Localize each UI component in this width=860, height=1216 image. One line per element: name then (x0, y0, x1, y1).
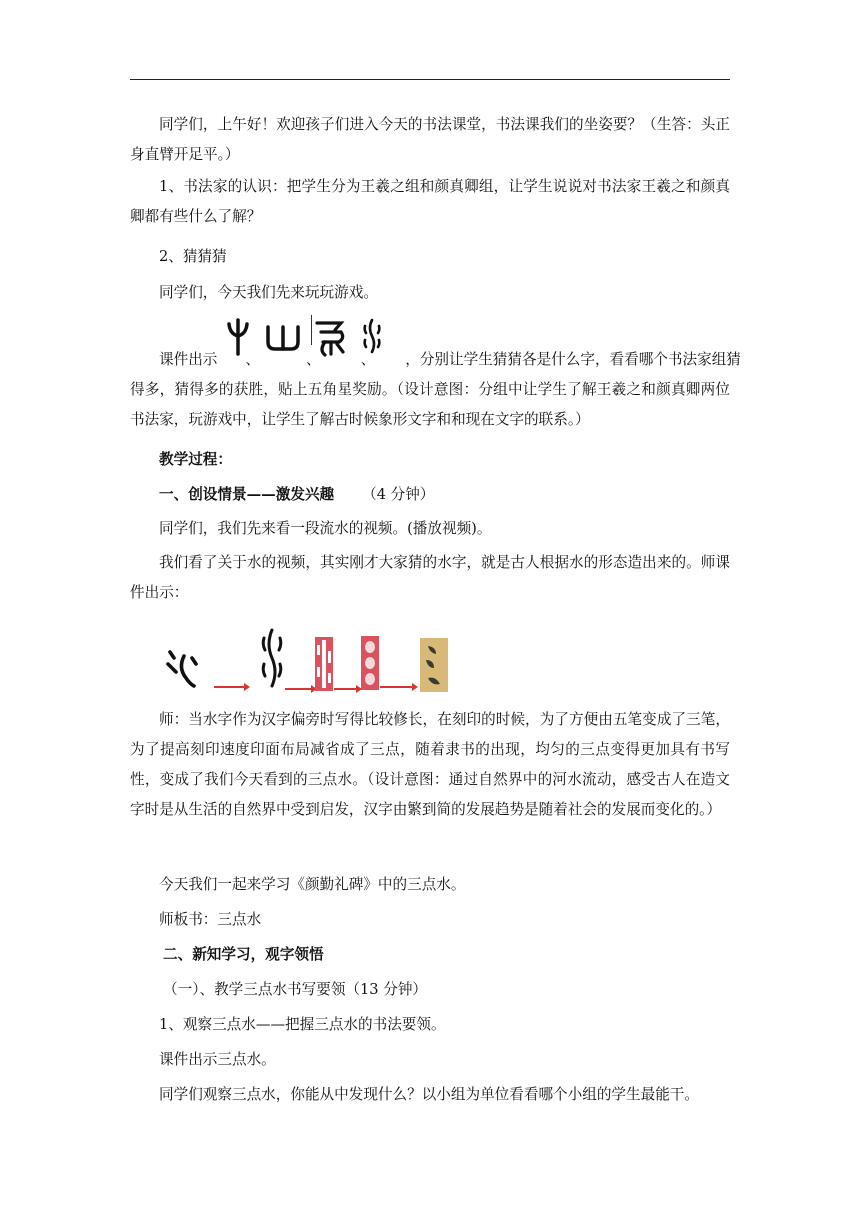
header-rule (130, 79, 730, 80)
section2-title: 二、新知学习，观字领悟 (163, 946, 324, 963)
separator: 、 (360, 351, 376, 368)
section1-line (130, 480, 730, 510)
three-dot-water-icon (420, 638, 448, 692)
game-intro: 同学们，今天我们先来玩玩游戏。 (159, 284, 378, 301)
evolution-arrow (285, 688, 313, 690)
courseware-continuation: 得多，猜得多的获胜，贴上五角星奖励。（设计意图：分组中让学生了解王羲之和颜真卿两位书法家，玩游戏中，让学生了解古时候象形文字和和现在文字的联系。） (130, 381, 730, 428)
water-paragraph: 我们看了关于水的视频，其实刚才大家猜的水字，就是古人根据水的形态造出来的。师课件出示： (130, 554, 730, 601)
courseware-rest: ，分别让学生猜猜各是什么字，看看哪个书法家组猜 (405, 351, 741, 368)
calligrapher-item: 1、书法家的认识：把学生分为王羲之组和颜真卿组，让学生说说对书法家王羲之和颜真卿都有些什么了解？ (130, 178, 730, 225)
divider (311, 315, 312, 345)
board-line: 师板书：三点水 (159, 911, 262, 928)
water-seal-script-icon (260, 628, 284, 688)
teacher-paragraph: 师：当水字作为汉字偏旁时写得比较修长，在刻印的时候，为了方便由五笔变成了三笔，为了提高刻印速度印面布局减省成了三点，随着隶书的出现，均匀的三点变得更加具有书写性，变成了我们今天看到的三点水。（设计意图：通过自然界中的河水流动，感受古人在造文字时是从生活的自然界中受到启发，汉字由繁到简的发展趋势是随着社会的发展而变化的。） (130, 711, 730, 818)
guess-item: 2、猜猜猜 (159, 248, 227, 265)
question-line: 同学们观察三点水，你能从中发现什么？以小组为单位看看哪个小组的学生最能干。 (159, 1086, 699, 1103)
section1-title: 一、创设情景——激发兴趣 (159, 486, 335, 503)
ancient-water-glyph-icon (362, 318, 382, 354)
separator: 、 (306, 351, 321, 368)
evolution-arrow (334, 688, 358, 690)
observe-line: 1、观察三点水——把握三点水的书法要领。 (159, 1016, 446, 1033)
ancient-elephant-glyph-icon (313, 318, 347, 358)
water-three-dots-stamp-icon (361, 636, 379, 690)
water-seal-stamp-icon (315, 637, 333, 691)
section1-time: （4 分钟） (362, 486, 435, 503)
process-heading: 教学过程： (159, 451, 232, 468)
evolution-arrow (380, 686, 414, 688)
ancient-grass-glyph-icon (226, 318, 250, 356)
greeting-paragraph: 同学们，上午好！欢迎孩子们进入今天的书法课堂，书法课我们的坐姿要？（生答：头正身直臂开足平。） (130, 116, 730, 163)
evolution-arrow (214, 686, 246, 688)
ancient-mountain-glyph-icon (265, 324, 301, 352)
today-line: 今天我们一起来学习《颜勤礼碑》中的三点水。 (159, 876, 466, 893)
video-line: 同学们，我们先来看一段流水的视频。(播放视频)。 (159, 520, 492, 537)
show-line: 课件出示三点水。 (159, 1051, 276, 1068)
courseware-line (130, 345, 741, 375)
separator: 、 (245, 351, 260, 368)
section2-sub1: （一）、教学三点水书写要领（13 分钟） (163, 981, 428, 998)
courseware-prefix: 课件出示 (159, 351, 218, 368)
water-pictograph-icon (164, 646, 200, 690)
